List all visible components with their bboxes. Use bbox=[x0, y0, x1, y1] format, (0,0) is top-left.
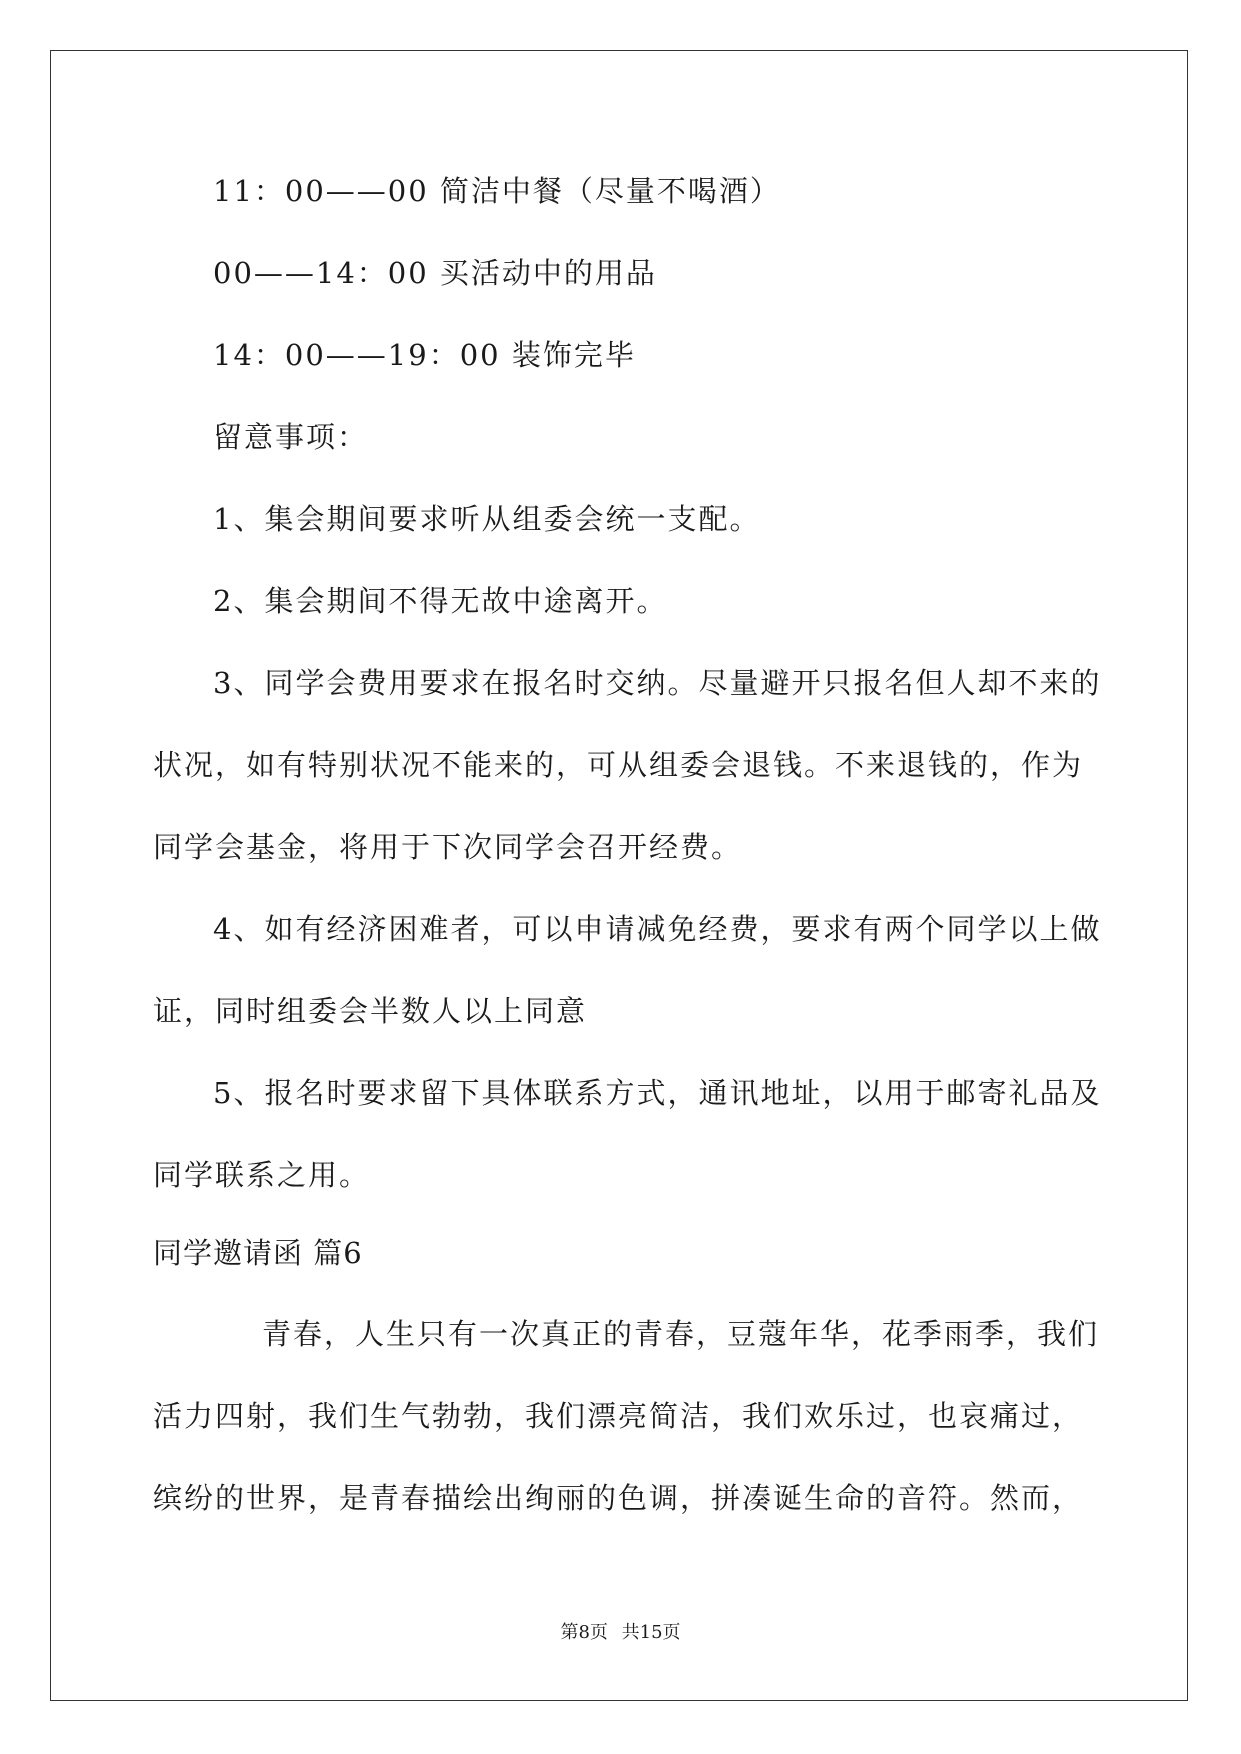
note-item-5-line-2: 同学联系之用。 bbox=[153, 1158, 371, 1192]
note-item-5-line-1: 5、报名时要求留下具体联系方式，通讯地址，以用于邮寄礼品及 bbox=[213, 1076, 1102, 1110]
note-item-3-line-1: 3、同学会费用要求在报名时交纳。尽量避开只报名但人却不来的 bbox=[213, 666, 1102, 700]
total-pages: 共15页 bbox=[621, 1622, 681, 1643]
page-border bbox=[50, 50, 1188, 1701]
page-number: 第8页 bbox=[560, 1622, 608, 1643]
section-heading: 同学邀请函 篇6 bbox=[153, 1236, 363, 1270]
note-item-4-line-1: 4、如有经济困难者，可以申请减免经费，要求有两个同学以上做 bbox=[213, 912, 1102, 946]
note-item-4-line-2: 证，同时组委会半数人以上同意 bbox=[153, 994, 588, 1028]
note-item-3-line-3: 同学会基金，将用于下次同学会召开经费。 bbox=[153, 830, 743, 864]
note-item-2: 2、集会期间不得无故中途离开。 bbox=[213, 584, 668, 618]
page-footer bbox=[0, 1622, 1241, 1644]
schedule-line-lunch: 11：00——00 简洁中餐（尽量不喝酒） bbox=[213, 174, 781, 208]
schedule-line-decoration: 14：00——19：00 装饰完毕 bbox=[213, 338, 636, 372]
notes-heading: 留意事项： bbox=[213, 420, 369, 454]
note-item-3-line-2: 状况，如有特别状况不能来的，可从组委会退钱。不来退钱的，作为 bbox=[153, 748, 1084, 782]
note-item-1: 1、集会期间要求听从组委会统一支配。 bbox=[213, 502, 761, 536]
paragraph-line-2: 活力四射，我们生气勃勃，我们漂亮简洁，我们欢乐过，也哀痛过， bbox=[153, 1399, 1084, 1433]
paragraph-line-3: 缤纷的世界，是青春描绘出绚丽的色调，拼凑诞生命的音符。然而， bbox=[153, 1481, 1084, 1515]
paragraph-line-1: 青春，人生只有一次真正的青春，豆蔻年华，花季雨季，我们 bbox=[262, 1317, 1100, 1351]
schedule-line-shopping: 00——14：00 买活动中的用品 bbox=[213, 256, 657, 290]
